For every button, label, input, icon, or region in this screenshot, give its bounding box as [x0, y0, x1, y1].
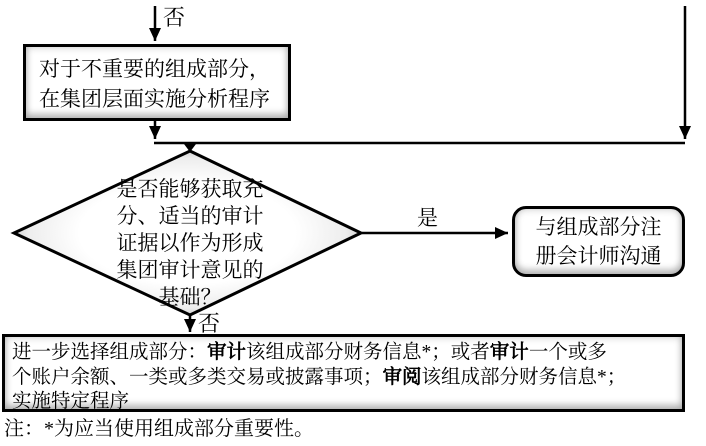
communicate-with-component-auditor-box: [512, 206, 685, 277]
decision-line5: 基础？: [158, 285, 222, 309]
further-procedures-line2: 个账户余额、一类或多类交易或披露事项；审阅该组成部分财务信息*；: [12, 366, 627, 388]
yes-label: 是: [417, 206, 438, 230]
further-procedures-line1: 进一步选择组成部分：审计该组成部分财务信息*；或者审计一个或多: [12, 342, 607, 363]
analytical-procedures-box: [23, 44, 291, 121]
further-procedures-line3: 实施特定程序: [12, 391, 130, 412]
bold-audit-term-2: 审计: [489, 342, 529, 363]
no-label-top: 否: [163, 5, 186, 30]
decision-line2: 分、适当的审计: [116, 204, 264, 228]
decision-question-text: [65, 176, 315, 311]
analytical-procedures-line1: 对于不重要的组成部分，: [39, 57, 270, 81]
analytical-procedures-line2: 在集团层面实施分析程序: [39, 87, 270, 111]
bold-review-term: 审阅: [382, 366, 422, 388]
communicate-line1: 与组成部分注: [535, 214, 662, 239]
decision-line1: 是否能够获取充: [116, 177, 264, 201]
further-procedures-box: [2, 334, 685, 412]
communicate-line2: 册会计师沟通: [535, 243, 662, 268]
bold-audit-term-1: 审计: [207, 342, 247, 363]
decision-line4: 集团审计意见的: [116, 258, 264, 282]
footnote-component-materiality: 注：*为应当使用组成部分重要性。: [4, 418, 314, 440]
decision-line3: 证据以作为形成: [116, 231, 264, 255]
no-label-bottom: 否: [198, 311, 221, 336]
